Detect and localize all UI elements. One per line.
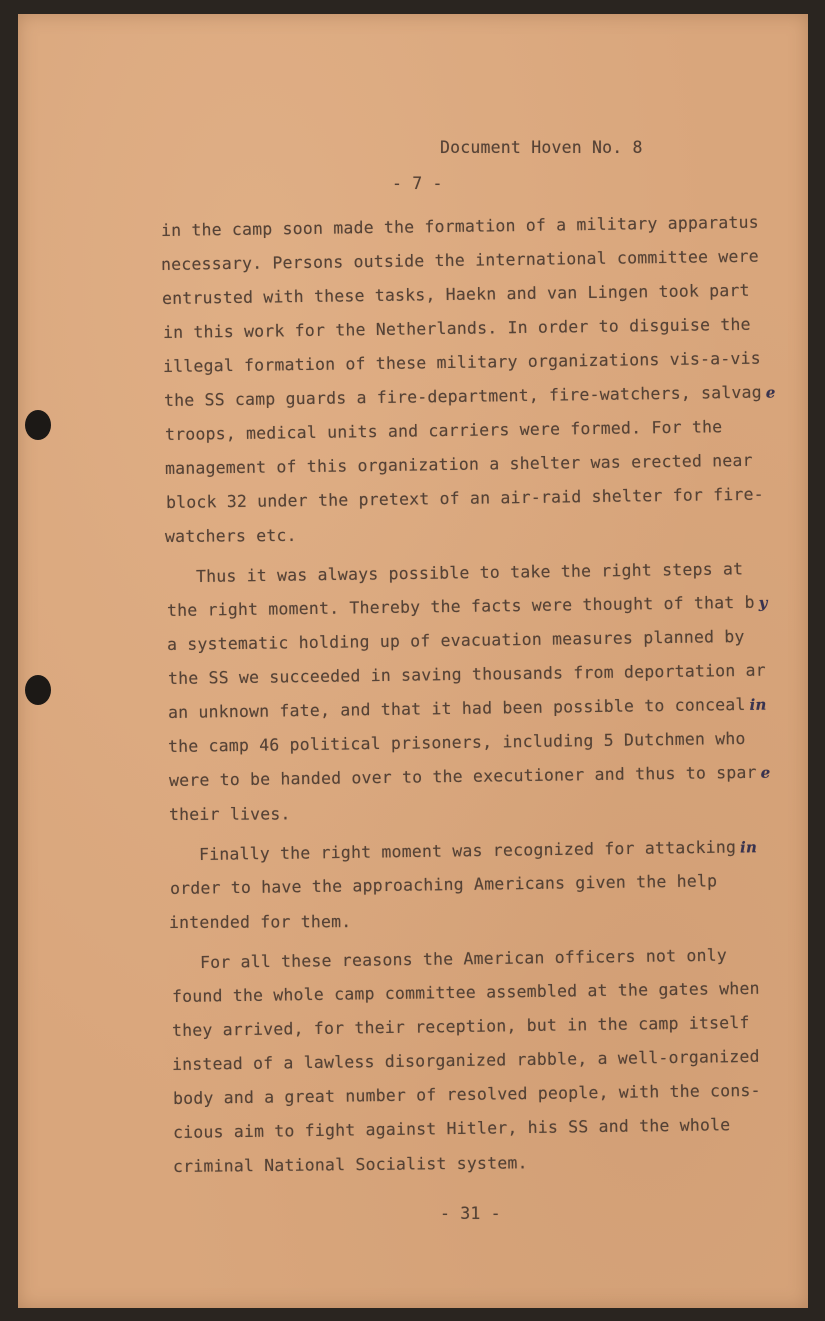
- text-line: [165, 526, 297, 546]
- typed-text: watchers etc.: [164, 525, 297, 546]
- typed-text: block 32 under the pretext of an air-raid shelter for fire-: [165, 484, 764, 512]
- handwritten-correction: e: [760, 763, 771, 782]
- typed-text: For all these reasons the American officers not only: [199, 945, 728, 972]
- typed-text: they arrived, for their reception, but in the camp itself: [171, 1012, 750, 1040]
- text-line: [166, 485, 764, 512]
- typed-text: an unknown fate, and that it had been possible to conceal: [167, 694, 746, 722]
- text-line: [168, 729, 746, 756]
- typed-text: troops, medical units and carriers were formed. For the: [164, 417, 723, 444]
- page-number-top: - 7 -: [392, 174, 443, 193]
- typed-text: entrusted with these tasks, Haekn and van Lingen took part: [161, 280, 750, 308]
- text-line: [172, 1013, 750, 1040]
- text-line: [167, 627, 745, 654]
- text-line: [163, 315, 751, 342]
- text-line: [168, 695, 767, 722]
- punch-hole-lower: [25, 675, 51, 705]
- typed-text: illegal formation of these military organizations vis-a-vis: [162, 348, 761, 376]
- text-line: [163, 349, 761, 376]
- text-line: [173, 1115, 731, 1142]
- text-line: [200, 946, 727, 972]
- typed-text: their lives.: [168, 804, 291, 824]
- typed-text: the SS camp guards a fire-department, fire-watchers, salvag: [163, 382, 762, 410]
- handwritten-correction: y: [758, 593, 768, 612]
- typed-text: the camp 46 political prisoners, including 5 Dutchmen who: [167, 728, 746, 756]
- handwritten-correction: e: [765, 383, 776, 402]
- typed-text: the right moment. Thereby the facts were thought of that b: [166, 592, 755, 620]
- text-line: [170, 871, 717, 898]
- text-line: [169, 763, 771, 790]
- text-line: [167, 593, 768, 620]
- page-number-bottom: - 31 -: [440, 1204, 501, 1223]
- document-page: [18, 14, 808, 1308]
- text-line: [168, 661, 766, 688]
- typed-text: were to be handed over to the executioner and thus to spar: [168, 762, 757, 790]
- text-line: [172, 1047, 760, 1074]
- handwritten-correction: in: [739, 838, 758, 857]
- typed-text: Finally the right moment was recognized for attacking: [198, 837, 737, 864]
- typed-text: the SS we succeeded in saving thousands from deportation ar: [167, 660, 766, 688]
- typed-text: order to have the approaching Americans given the help: [169, 871, 718, 898]
- typed-text: criminal National Socialist system.: [172, 1153, 528, 1176]
- typed-text: intended for them.: [168, 912, 352, 932]
- typed-text: in the camp soon made the formation of a military apparatus: [160, 212, 759, 240]
- text-line: [161, 213, 759, 240]
- typed-text: necessary. Persons outside the international committee were: [160, 246, 759, 274]
- typed-text: Thus it was always possible to take the right steps at: [195, 559, 744, 586]
- text-line: [165, 451, 753, 478]
- punch-hole-upper: [25, 410, 51, 440]
- text-line: [162, 281, 750, 308]
- text-line: [196, 559, 743, 586]
- text-line: [164, 382, 776, 410]
- text-line: [172, 979, 760, 1006]
- text-line: [161, 247, 759, 274]
- typed-text: a systematic holding up of evacuation measures planned by: [166, 626, 745, 654]
- text-line: [169, 912, 352, 932]
- typed-text: body and a great number of resolved people, with the cons-: [172, 1080, 761, 1108]
- handwritten-correction: in: [749, 695, 767, 714]
- text-line: [165, 417, 723, 444]
- text-line: [173, 1153, 528, 1176]
- typed-text: in this work for the Netherlands. In order to disguise the: [162, 314, 751, 342]
- typed-text: found the whole camp committee assembled at the gates when: [171, 978, 760, 1006]
- text-line: [173, 1081, 761, 1108]
- text-line: [199, 837, 757, 864]
- typed-text: management of this organization a shelter was erected near: [164, 450, 753, 478]
- typed-text: instead of a lawless disorganized rabble, a well-organized: [171, 1046, 760, 1074]
- document-reference: Document Hoven No. 8: [440, 138, 643, 157]
- text-line: [169, 804, 291, 824]
- typed-text: cious aim to fight against Hitler, his SS and the whole: [172, 1115, 731, 1142]
